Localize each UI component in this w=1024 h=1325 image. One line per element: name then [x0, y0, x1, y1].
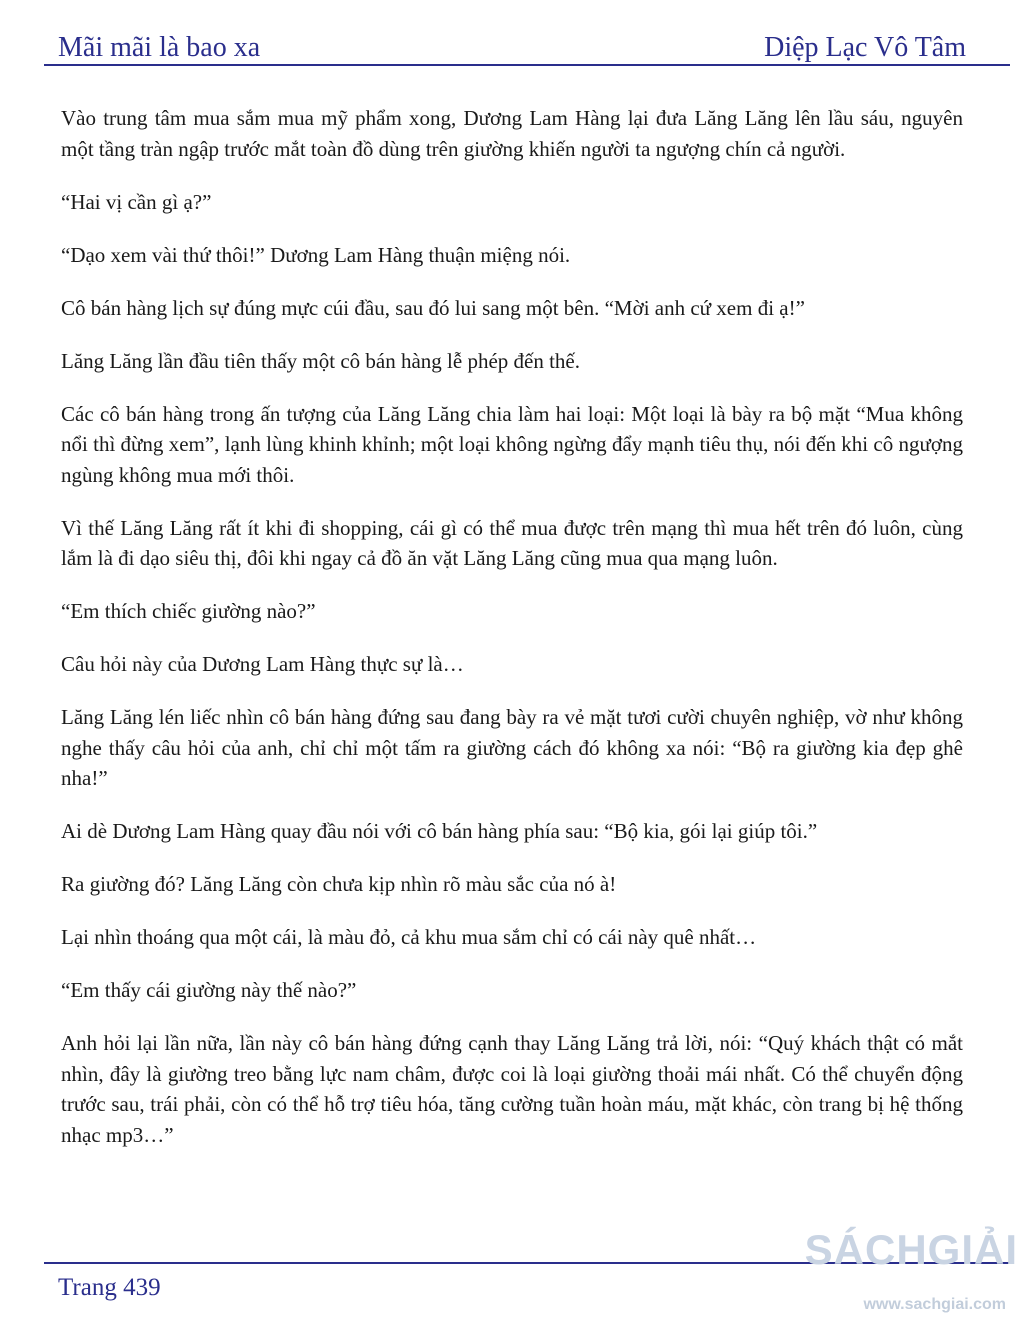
paragraph: Các cô bán hàng trong ấn tượng của Lăng Lăng chia làm hai loại: Một loại là bày ra bộ mặt “Mua không nổi thì đừng xem”, lạnh lùng khinh khỉnh; một loại không ngừng đẩy mạnh tiêu thụ, nói đến khi cô ngượng ngùng không mua mới thôi.	[61, 401, 963, 487]
paragraph: “Hai vị cần gì ạ?”	[61, 189, 212, 214]
watermark	[804, 1226, 1018, 1318]
paragraph: Lại nhìn thoáng qua một cái, là màu đỏ, cả khu mua sắm chỉ có cái này quê nhất…	[61, 925, 757, 949]
header-divider	[44, 64, 1010, 66]
paragraph: “Em thích chiếc giường nào?”	[61, 599, 316, 623]
paragraph: Cô bán hàng lịch sự đúng mực cúi đầu, sau đó lui sang một bên. “Mời anh cứ xem đi ạ!”	[61, 295, 805, 320]
paragraph: Anh hỏi lại lần nữa, lần này cô bán hàng đứng cạnh thay Lăng Lăng trả lời, nói: “Quý khách thật có mắt nhìn, đây là giường treo bằng lực nam châm, được coi là loại giường thoải mái nhất. Có thể chuyển động trước sau, trái phải, còn có thể hỗ trợ tiêu hóa, tăng cường tuần hoàn máu, mặt khác, còn trang bị hệ thống nhạc mp3…”	[61, 1031, 963, 1147]
page-number: Trang 439	[58, 1274, 161, 1301]
page-header	[58, 24, 966, 64]
paragraph: Vào trung tâm mua sắm mua mỹ phẩm xong, Dương Lam Hàng lại đưa Lăng Lăng lên lầu sáu, nguyên một tầng tràn ngập trước mắt toàn đồ dùng trên giường khiến người ta ngượng chín cả người.	[61, 106, 963, 161]
watermark-url: www.sachgiai.com	[863, 1296, 1006, 1313]
paragraph: Câu hỏi này của Dương Lam Hàng thực sự là…	[61, 652, 464, 676]
author-name: Diệp Lạc Vô Tâm	[764, 32, 966, 63]
page-content	[61, 103, 963, 1173]
paragraph: “Em thấy cái giường này thế nào?”	[61, 978, 357, 1002]
paragraph: Vì thế Lăng Lăng rất ít khi đi shopping, cái gì có thể mua được trên mạng thì mua hết trên đó luôn, cùng lắm là đi dạo siêu thị, đôi khi ngay cả đồ ăn vặt Lăng Lăng cũng mua qua mạng luôn.	[61, 515, 963, 570]
paragraph: Lăng Lăng lần đầu tiên thấy một cô bán hàng lễ phép đến thế.	[61, 348, 581, 373]
book-title: Mãi mãi là bao xa	[58, 32, 261, 63]
paragraph: “Dạo xem vài thứ thôi!” Dương Lam Hàng thuận miệng nói.	[61, 242, 571, 267]
watermark-logo: SÁCHGIẢI	[804, 1226, 1018, 1273]
paragraph: Ai dè Dương Lam Hàng quay đầu nói với cô bán hàng phía sau: “Bộ kia, gói lại giúp tôi.”	[61, 819, 818, 843]
paragraph: Lăng Lăng lén liếc nhìn cô bán hàng đứng sau đang bày ra vẻ mặt tươi cười chuyên nghiệp, vờ như không nghe thấy câu hỏi của anh, chỉ chỉ một tấm ra giường cách đó không xa nói: “Bộ ra giường kia đẹp ghê nha!”	[61, 705, 963, 790]
paragraph: Ra giường đó? Lăng Lăng còn chưa kịp nhìn rõ màu sắc của nó à!	[61, 872, 617, 896]
